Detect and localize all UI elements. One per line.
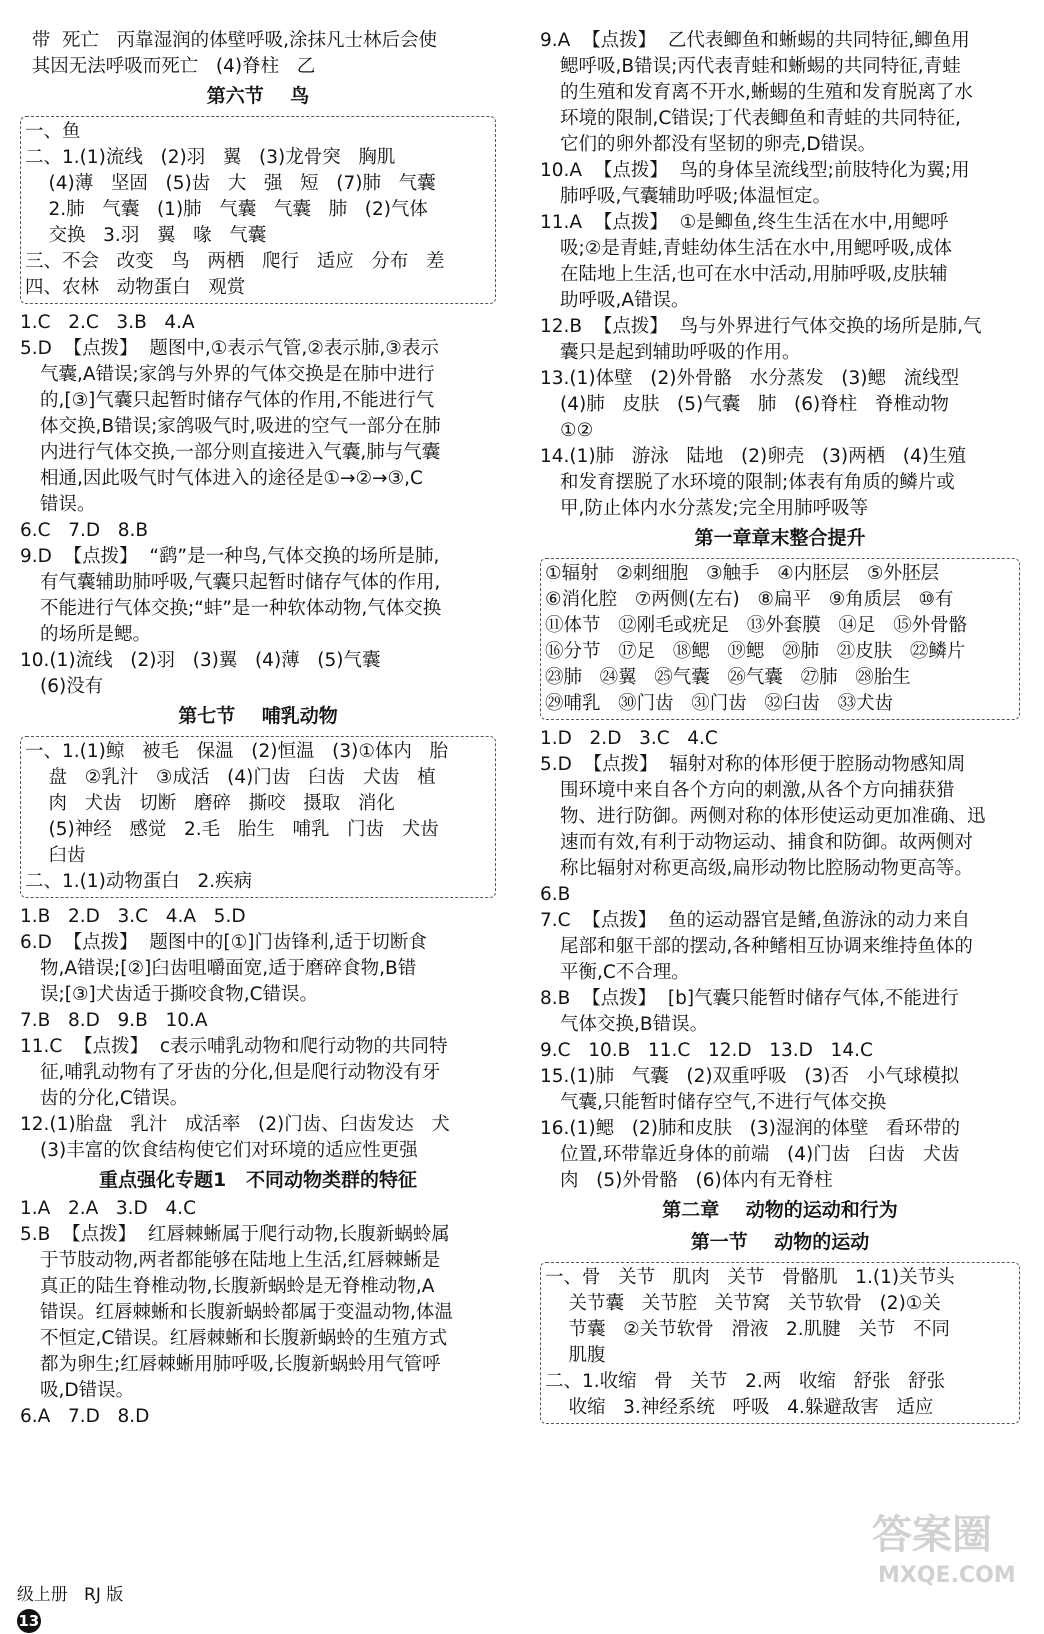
box-line: 肉 犬齿 切断 磨碎 撕咬 摄取 消化: [25, 793, 395, 814]
answer-line: 在陆地上生活,也可在水中活动,用肺呼吸,皮肤辅: [560, 264, 948, 285]
box-line: 一、1.(1)鲸 被毛 保温 (2)恒温 (3)①体内 胎: [25, 741, 449, 762]
answer-line: 位置,环带靠近身体的前端 (4)门齿 臼齿 犬齿: [560, 1144, 960, 1165]
box-line: (4)薄 坚固 (5)齿 大 强 短 (7)肺 气囊: [25, 173, 436, 194]
box-line: ①辐射 ②刺细胞 ③触手 ④内胚层 ⑤外胚层: [545, 563, 939, 584]
section-title: 第一节 动物的运动: [690, 1231, 870, 1253]
answer-line: 1.D 2.D 3.C 4.C: [540, 728, 718, 749]
answer-box: [540, 558, 1020, 720]
answer-line: 16.(1)鳃 (2)肺和皮肤 (3)湿润的体壁 看环带的: [540, 1118, 960, 1139]
answer-line: (4)肺 皮肤 (5)气囊 肺 (6)脊柱 脊椎动物: [560, 394, 949, 415]
right-column: [540, 28, 1020, 1430]
answer-line: 体交换,B错误;家鸽吸气时,吸进的空气一部分在肺: [40, 416, 441, 437]
answer-line: 11.C 【点拨】 c表示哺乳动物和爬行动物的共同特: [20, 1036, 448, 1057]
answer-line: 12.B 【点拨】 鸟与外界进行气体交换的场所是肺,气: [540, 316, 982, 337]
section-title: 第二章 动物的运动和行为: [662, 1199, 898, 1221]
answer-line: 气囊,只能暂时储存空气,不进行气体交换: [560, 1092, 887, 1113]
answer-line: 吸,D错误。: [40, 1380, 135, 1401]
answer-line: 它们的卵外都没有坚韧的卵壳,D错误。: [560, 134, 877, 155]
section-title: 第一章章末整合提升: [694, 527, 866, 549]
answer-line: 征,哺乳动物有了牙齿的分化,但是爬行动物没有牙: [40, 1062, 441, 1083]
box-line: 一、骨 关节 肌肉 关节 骨骼肌 1.(1)关节头: [545, 1267, 955, 1288]
answer-line: 的场所是鳃。: [40, 624, 152, 645]
answer-line: 物、进行防御。两侧对称的体形使运动更加准确、迅: [560, 806, 986, 827]
box-line: 三、不会 改变 鸟 两栖 爬行 适应 分布 差: [25, 251, 445, 272]
answer-line: 鳃呼吸,B错误;丙代表青蛙和蜥蜴的共同特征,青蛙: [560, 56, 961, 77]
answer-line: 的,[③]气囊只起暂时储存气体的作用,不能进行气: [40, 390, 435, 411]
section-title: 第六节 鸟: [206, 85, 310, 107]
answer-line: 不恒定,C错误。红唇棘蜥和长腹新蜗蛉的生殖方式: [40, 1328, 448, 1349]
answer-line: 11.A 【点拨】 ①是鲫鱼,终生生活在水中,用鳃呼: [540, 212, 949, 233]
box-line: 二、1.(1)流线 (2)羽 翼 (3)龙骨突 胸肌: [25, 147, 396, 168]
answer-line: 和发育摆脱了水环境的限制;体表有角质的鳞片或: [560, 472, 955, 493]
answer-line: (3)丰富的饮食结构使它们对环境的适应性更强: [40, 1140, 418, 1161]
answer-line: 平衡,C不合理。: [560, 962, 690, 983]
answer-line: 吸;②是青蛙,青蛙幼体生活在水中,用鳃呼吸,成体: [560, 238, 952, 259]
answer-line: 气囊,A错误;家鸽与外界的气体交换是在肺中进行: [40, 364, 435, 385]
answer-line: 称比辐射对称更高级,扁形动物比腔肠动物更高等。: [560, 858, 973, 879]
section-title: 第七节 哺乳动物: [178, 705, 338, 727]
watermark-logo: [852, 1500, 1032, 1592]
answer-line: 10.(1)流线 (2)羽 (3)翼 (4)薄 (5)气囊: [20, 650, 381, 671]
box-line: ㉙哺乳 ㉚门齿 ㉛门齿 ㉜臼齿 ㉝犬齿: [545, 693, 894, 714]
answer-line: 5.D 【点拨】 题图中,①表示气管,②表示肺,③表示: [20, 338, 439, 359]
answer-line: 6.C 7.D 8.B: [20, 520, 149, 541]
box-line: 关节囊 关节腔 关节窝 关节软骨 (2)①关: [545, 1293, 941, 1314]
answer-line: 肉 (5)外骨骼 (6)体内有无脊柱: [560, 1170, 833, 1191]
answer-line: 9.C 10.B 11.C 12.D 13.D 14.C: [540, 1040, 873, 1061]
answer-line: 肺呼吸,气囊辅助呼吸;体温恒定。: [560, 186, 832, 207]
answer-line: 甲,防止体内水分蒸发;完全用肺呼吸等: [560, 498, 869, 519]
answer-line: 内进行气体交换,一部分则直接进入气囊,肺与气囊: [40, 442, 441, 463]
box-line: 一、鱼: [25, 121, 81, 142]
answer-line: 1.C 2.C 3.B 4.A: [20, 312, 195, 333]
answer-line: 的生殖和发育离不开水,蜥蜴的生殖和发育脱离了水: [560, 82, 973, 103]
box-line: 二、1.(1)动物蛋白 2.疾病: [25, 871, 253, 892]
box-line: 四、农林 动物蛋白 观赏: [25, 277, 246, 298]
answer-line: 9.D 【点拨】 “鹞”是一种鸟,气体交换的场所是肺,: [20, 546, 440, 567]
answer-line: 9.A 【点拨】 乙代表鲫鱼和蜥蜴的共同特征,鲫鱼用: [540, 30, 970, 51]
box-line: 盘 ②乳汁 ③成活 (4)门齿 臼齿 犬齿 植: [25, 767, 436, 788]
answer-line: 都为卵生;红唇棘蜥用肺呼吸,长腹新蜗蛉用气管呼: [40, 1354, 441, 1375]
left-column: [20, 28, 496, 1430]
box-line: (5)神经 感觉 2.毛 胎生 哺乳 门齿 犬齿: [25, 819, 439, 840]
answer-line: 错误。: [40, 494, 96, 515]
answer-line: 环境的限制,C错误;丁代表鲫鱼和青蛙的共同特征,: [560, 108, 961, 129]
answer-line: 有气囊辅助肺呼吸,气囊只起暂时储存气体的作用,: [40, 572, 441, 593]
answer-line: 真正的陆生脊椎动物,长腹新蜗蛉是无脊椎动物,A: [40, 1276, 435, 1297]
box-line: ⑪体节 ⑫刚毛或疣足 ⑬外套膜 ⑭足 ⑮外骨骼: [545, 615, 968, 636]
box-line: 收缩 3.神经系统 呼吸 4.躲避敌害 适应: [545, 1397, 934, 1418]
box-line: 2.肺 气囊 (1)肺 气囊 气囊 肺 (2)气体: [25, 199, 428, 220]
answer-line: 15.(1)肺 气囊 (2)双重呼吸 (3)否 小气球模拟: [540, 1066, 960, 1087]
answer-line: 带 死亡 丙靠湿润的体壁呼吸,涂抹凡士林后会使: [20, 30, 438, 51]
answer-line: 1.A 2.A 3.D 4.C: [20, 1198, 197, 1219]
answer-line: 错误。红唇棘蜥和长腹新蜗蛉都属于变温动物,体温: [40, 1302, 453, 1323]
answer-box: [20, 736, 496, 898]
answer-line: 不能进行气体交换;“蚌”是一种软体动物,气体交换: [40, 598, 442, 619]
answer-line: 物,A错误;[②]臼齿咀嚼面宽,适于磨碎食物,B错: [40, 958, 417, 979]
answer-line: 5.B 【点拨】 红唇棘蜥属于爬行动物,长腹新蜗蛉属: [20, 1224, 450, 1245]
answer-line: 8.B 【点拨】 [b]气囊只能暂时储存气体,不能进行: [540, 988, 959, 1009]
answer-line: 齿的分化,C错误。: [40, 1088, 189, 1109]
answer-line: 10.A 【点拨】 鸟的身体呈流线型;前肢特化为翼;用: [540, 160, 970, 181]
answer-line: 1.B 2.D 3.C 4.A 5.D: [20, 906, 246, 927]
page-number: 13: [17, 1609, 41, 1633]
answer-line: 6.B: [540, 884, 571, 905]
answer-line: 7.B 8.D 9.B 10.A: [20, 1010, 208, 1031]
box-line: 肌腹: [545, 1345, 606, 1366]
answer-line: (6)没有: [40, 676, 104, 697]
answer-line: 相通,因此吸气时气体进入的途径是①→②→③,C: [40, 468, 423, 489]
section-title: 重点强化专题1 不同动物类群的特征: [98, 1169, 418, 1191]
answer-line: 囊只是起到辅助呼吸的作用。: [560, 342, 801, 363]
answer-line: 围环境中来自各个方向的刺激,从各个方向捕获猎: [560, 780, 955, 801]
box-line: ㉓肺 ㉔翼 ㉕气囊 ㉖气囊 ㉗肺 ㉘胎生: [545, 667, 911, 688]
answer-line: 于节肢动物,两者都能够在陆地上生活,红唇棘蜥是: [40, 1250, 441, 1271]
answer-line: 助呼吸,A错误。: [560, 290, 690, 311]
answer-line: 14.(1)肺 游泳 陆地 (2)卵壳 (3)两栖 (4)生殖: [540, 446, 966, 467]
answer-line: 速而有效,有利于动物运动、捕食和防御。故两侧对: [560, 832, 973, 853]
answer-line: 误;[③]犬齿适于撕咬食物,C错误。: [40, 984, 319, 1005]
answer-line: 13.(1)体壁 (2)外骨骼 水分蒸发 (3)鳃 流线型: [540, 368, 960, 389]
answer-line: 12.(1)胎盘 乳汁 成活率 (2)门齿、臼齿发达 犬: [20, 1114, 450, 1135]
answer-line: 6.D 【点拨】 题图中的[①]门齿锋利,适于切断食: [20, 932, 427, 953]
box-line: 二、1.收缩 骨 关节 2.两 收缩 舒张 舒张: [545, 1371, 946, 1392]
watermark-url: MXQE.COM: [878, 1563, 1016, 1588]
answer-line: 7.C 【点拨】 鱼的运动器官是鳍,鱼游泳的动力来自: [540, 910, 970, 931]
answer-line: 尾部和躯干部的摆动,各种鳍相互协调来维持鱼体的: [560, 936, 973, 957]
answer-line: 其因无法呼吸而死亡 (4)脊柱 乙: [20, 56, 316, 77]
box-line: 节囊 ②关节软骨 滑液 2.肌腱 关节 不同: [545, 1319, 950, 1340]
answer-box: [20, 116, 496, 304]
answer-line: 气体交换,B错误。: [560, 1014, 709, 1035]
answer-line: 6.A 7.D 8.D: [20, 1406, 150, 1427]
box-line: ⑥消化腔 ⑦两侧(左右) ⑧扁平 ⑨角质层 ⑩有: [545, 589, 954, 610]
answer-line: 5.D 【点拨】 辐射对称的体形便于腔肠动物感知周: [540, 754, 966, 775]
box-line: ⑯分节 ⑰足 ⑱鳃 ⑲鳃 ⑳肺 ㉑皮肤 ㉒鳞片: [545, 641, 966, 662]
answer-line: ①②: [560, 420, 594, 441]
footer-text: 级上册 RJ 版: [16, 1585, 124, 1605]
watermark-title: 答案圈: [872, 1512, 992, 1558]
page-footer: [6, 1556, 123, 1634]
box-line: 交换 3.羽 翼 喙 气囊: [25, 225, 267, 246]
answer-box: [540, 1262, 1020, 1424]
box-line: 臼齿: [25, 845, 86, 866]
